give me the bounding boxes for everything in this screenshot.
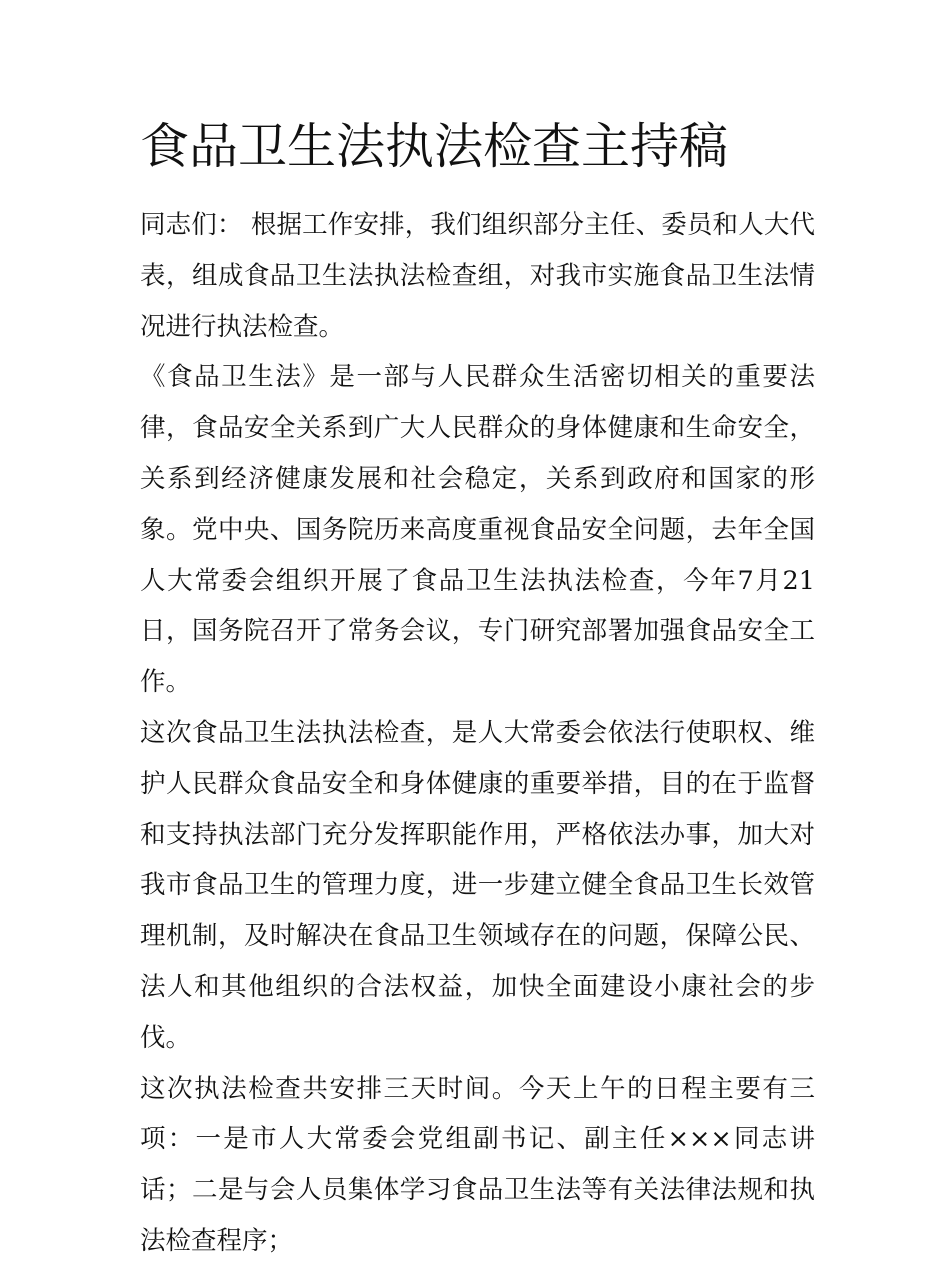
document-body [140,200,815,1267]
paragraph-inspection-purpose: 这次食品卫生法执法检查，是人大常委会依法行使职权、维护人民群众食品安全和身体健康的重要举措，目的在于监督和支持执法部门充分发挥职能作用，严格依法办事，加大对我市食品卫生的管理力度，进一步建立健全食品卫生长效管理机制，及时解决在食品卫生领域存在的问题，保障公民、法人和其他组织的合法权益，加快全面建设小康社会的步伐。 [140,717,815,1053]
document-title: 食品卫生法执法检查主持稿 [140,118,729,175]
paragraph-greeting: 同志们： 根据工作安排，我们组织部分主任、委员和人大代表，组成食品卫生法执法检查组，对我市实施食品卫生法情况进行执法检查。 [140,210,815,342]
paragraph-schedule: 这次执法检查共安排三天时间。今天上午的日程主要有三项：一是市人大常委会党组副书记、副主任×××同志讲话；二是与会人员集体学习食品卫生法等有关法律法规和执法检查程序； [140,1073,815,1256]
paragraph-law-importance: 《食品卫生法》是一部与人民群众生活密切相关的重要法律，食品安全关系到广大人民群众的身体健康和生命安全，关系到经济健康发展和社会稳定，关系到政府和国家的形象。党中央、国务院历来高度重视食品安全问题，去年全国人大常委会组织开展了食品卫生法执法检查，今年7月21日，国务院召开了常务会议，专门研究部署加强食品安全工作。 [140,362,815,698]
